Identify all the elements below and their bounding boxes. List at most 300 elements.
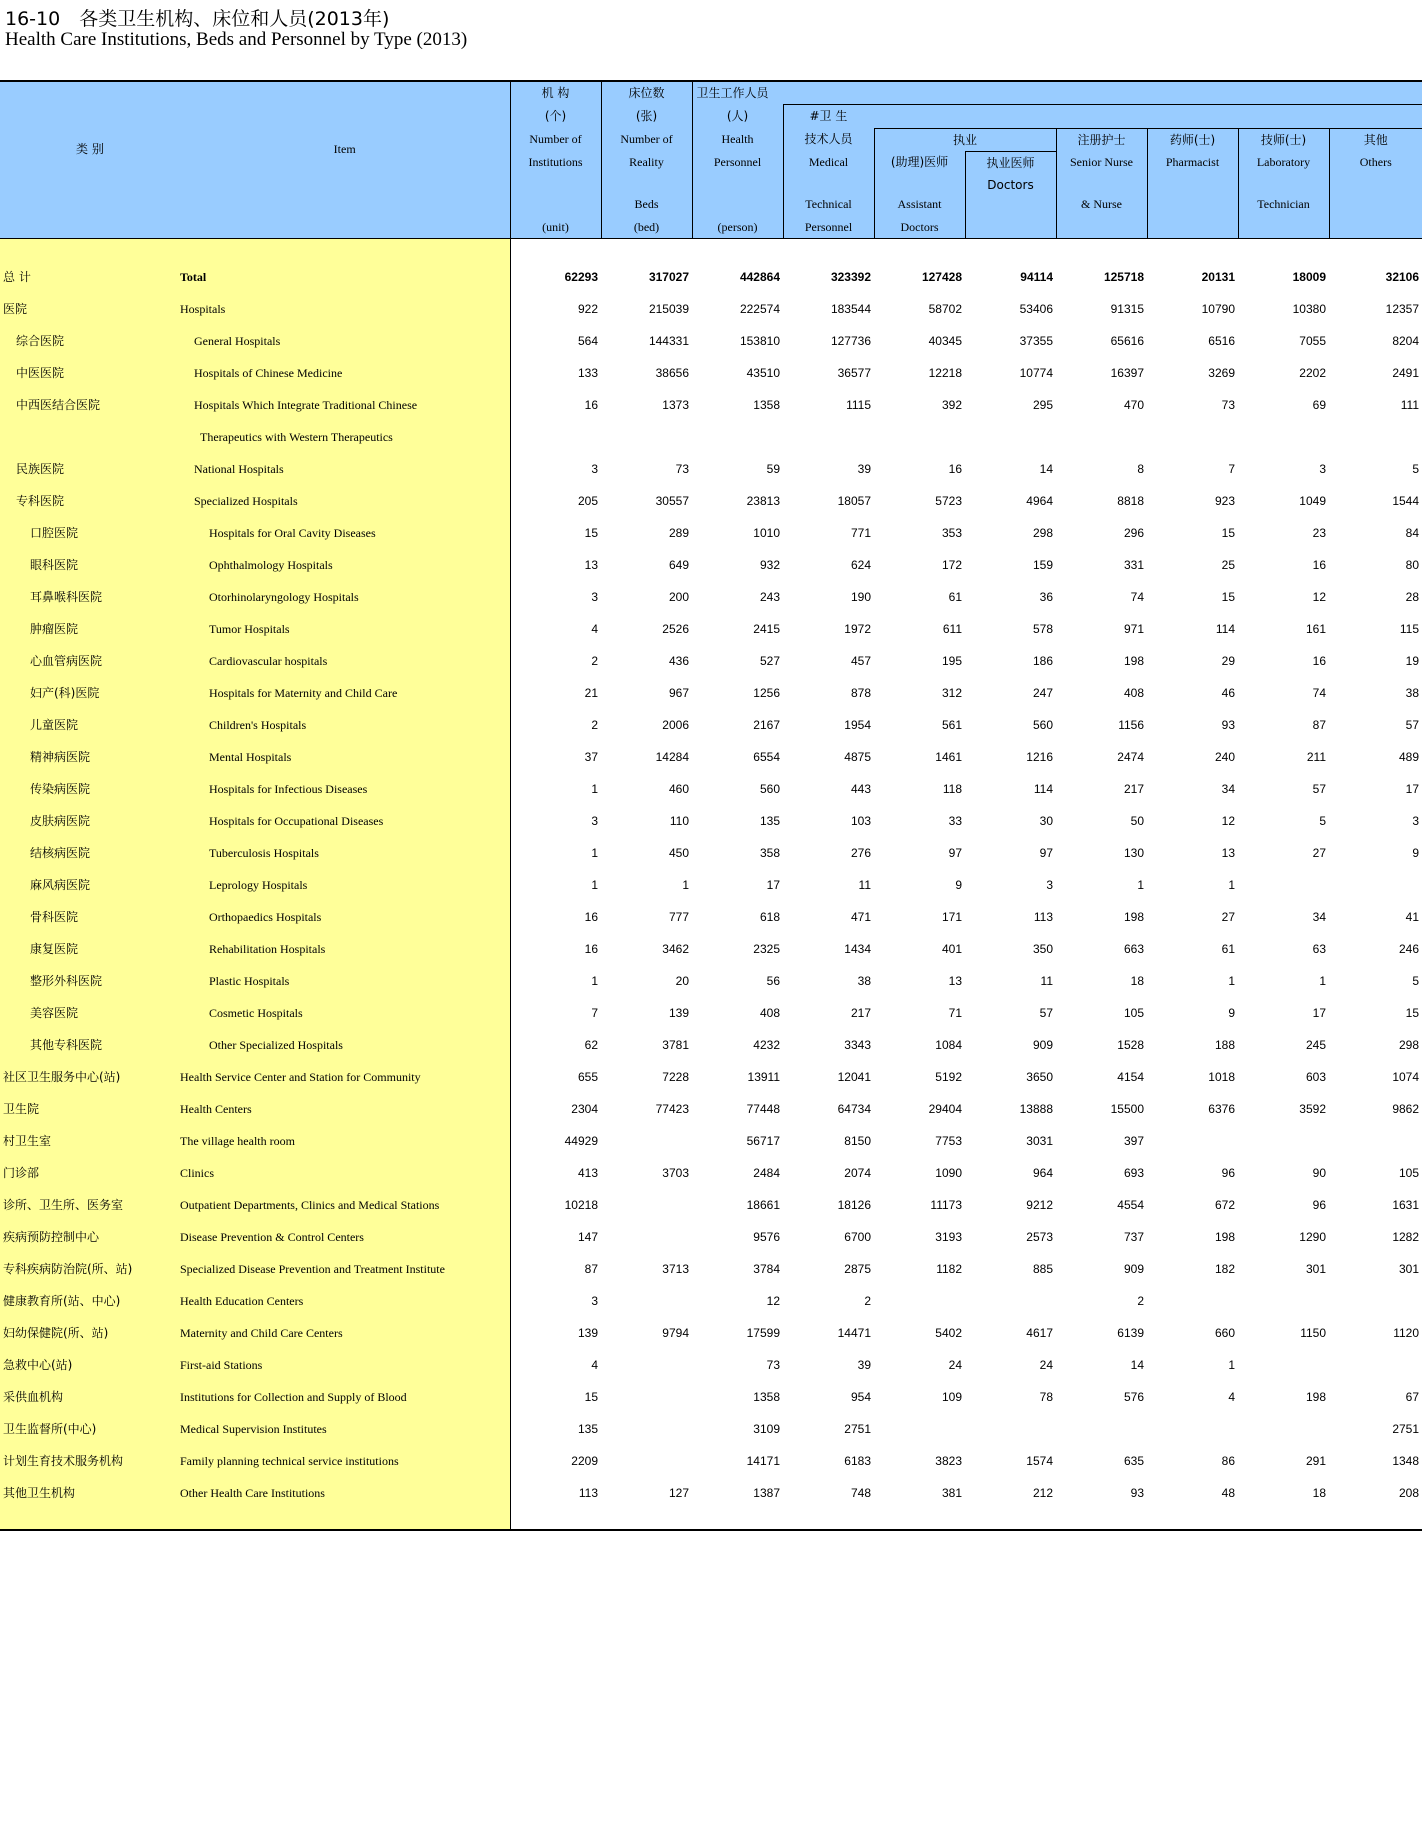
header-beds-en1: Number of [601, 128, 692, 151]
table-cell [1147, 1125, 1238, 1157]
table-cell: 2751 [844, 1422, 871, 1437]
table-cell: 1282 [1392, 1230, 1420, 1245]
header-doctors-cell [965, 151, 1056, 216]
row-label-en-text: Disease Prevention & Control Centers [180, 1230, 364, 1245]
row-label-cn [0, 293, 180, 325]
row-label-cn-text: 计划生育技术服务机构 [3, 1454, 124, 1469]
row-label-en [180, 613, 510, 645]
table-cell: 470 [1123, 398, 1144, 413]
table-cell: 1216 [1026, 750, 1053, 765]
table-cell: 6516 [1208, 334, 1235, 349]
row-label-cn-text: 疾病预防控制中心 [3, 1230, 100, 1245]
table-row [0, 1125, 1422, 1157]
table-cell [1329, 1125, 1422, 1157]
table-cell: 748 [850, 1486, 871, 1501]
row-label-cn-text: 皮肤病医院 [30, 814, 91, 829]
row-label-en [180, 1029, 510, 1061]
row-label-en [180, 293, 510, 325]
table-cell: 967 [668, 686, 689, 701]
header-pharmacist-en2 [1147, 193, 1238, 216]
row-label-en [180, 1253, 510, 1285]
table-cell: 5 [1412, 974, 1420, 989]
table-cell: 113 [578, 1486, 598, 1501]
row-label-cn [0, 517, 180, 549]
row-label-cn [0, 1381, 180, 1413]
table-cell: 20131 [1201, 270, 1235, 285]
table-cell: 21 [584, 686, 598, 701]
header-technical-en2: Technical [783, 193, 874, 216]
table-cell: 127736 [830, 334, 871, 349]
row-label-cn-text: 社区卫生服务中心(站) [3, 1070, 121, 1085]
table-cell: 576 [1123, 1390, 1144, 1405]
header-personnel-en1: Health [692, 128, 783, 151]
table-cell: 13 [584, 558, 598, 573]
table-row [0, 517, 1422, 549]
table-cell: 115 [1399, 622, 1420, 637]
row-label-en [180, 901, 510, 933]
table-cell: 62293 [564, 270, 598, 285]
row-label-cn-text: 麻风病医院 [30, 878, 91, 893]
table-cell: 12218 [928, 366, 962, 381]
row-label-cn-text: 民族医院 [16, 462, 65, 477]
table-row [0, 933, 1422, 965]
row-label-cn [0, 869, 180, 901]
row-label-cn-text: 急救中心(站) [3, 1358, 73, 1373]
row-label-en-text: Cardiovascular hospitals [209, 654, 328, 669]
table-cell: 73 [766, 1358, 780, 1373]
table-cell: 2304 [571, 1102, 598, 1117]
table-cell: 693 [1123, 1166, 1144, 1181]
table-cell: 2 [864, 1294, 871, 1309]
table-cell: 1358 [753, 398, 780, 413]
table-cell: 16397 [1110, 366, 1144, 381]
data-table [0, 80, 1422, 1529]
row-label-en-text: Other Specialized Hospitals [209, 1038, 343, 1053]
header-doctors-blank [965, 216, 1056, 239]
table-cell: 3 [591, 590, 598, 605]
table-cell: 2 [591, 654, 598, 669]
table-row [0, 325, 1422, 357]
table-cell: 195 [941, 654, 962, 669]
header-nurse-en2: & Nurse [1056, 193, 1147, 216]
table-cell: 1373 [662, 398, 689, 413]
table-cell [601, 1221, 692, 1253]
table-cell: 23813 [746, 494, 780, 509]
table-cell: 10380 [1292, 302, 1326, 317]
table-cell: 18661 [746, 1198, 780, 1213]
row-label-en [180, 1317, 510, 1349]
table-cell: 161 [1305, 622, 1326, 637]
table-cell: 2074 [844, 1166, 871, 1181]
row-label-cn-text: 综合医院 [16, 334, 65, 349]
table-cell: 215039 [648, 302, 689, 317]
table-cell: 2167 [753, 718, 780, 733]
table-cell: 4875 [844, 750, 871, 765]
table-cell: 18 [1130, 974, 1144, 989]
table-cell: 12041 [837, 1070, 871, 1085]
table-row [0, 421, 1422, 453]
table-cell: 777 [668, 910, 689, 925]
table-cell: 17599 [746, 1326, 780, 1341]
table-cell: 611 [942, 622, 962, 637]
table-row [0, 1413, 1422, 1445]
row-label-cn-text: 健康教育所(站、中心) [3, 1294, 121, 1309]
table-cell: 2415 [753, 622, 780, 637]
row-label-en-text: First-aid Stations [180, 1358, 263, 1373]
table-cell: 39 [857, 462, 871, 477]
table-title-en: Health Care Institutions, Beds and Personnel by Type (2013) [5, 29, 468, 50]
table-cell: 1 [682, 878, 689, 893]
header-lab-cn1: 技师(士) [1238, 128, 1329, 151]
table-row [0, 869, 1422, 901]
row-label-en [180, 261, 510, 293]
table-cell: 86 [1221, 1454, 1235, 1469]
table-row [0, 997, 1422, 1029]
row-label-en-text: The village health room [180, 1134, 295, 1149]
table-cell [965, 1285, 1056, 1317]
row-label-en [180, 325, 510, 357]
table-cell: 11 [1040, 974, 1053, 989]
table-cell: 41 [1405, 910, 1420, 925]
header-lab-blank [1238, 216, 1329, 239]
row-label-cn-text: 儿童医院 [30, 718, 79, 733]
table-cell: 245 [1305, 1038, 1326, 1053]
table-cell: 14 [1130, 1358, 1144, 1373]
row-label-cn [0, 389, 180, 421]
table-cell: 971 [1123, 622, 1144, 637]
table-cell: 618 [759, 910, 780, 925]
row-label-en [180, 965, 510, 997]
row-label-cn [0, 741, 180, 773]
table-cell: 16 [584, 398, 598, 413]
row-label-cn [0, 1445, 180, 1477]
table-cell: 353 [941, 526, 962, 541]
row-label-cn-text: 中医医院 [16, 366, 65, 381]
table-cell: 3 [1046, 878, 1053, 893]
table-cell: 323392 [830, 270, 871, 285]
table-cell: 1150 [1300, 1326, 1326, 1341]
header-personnel-unit: (person) [692, 216, 783, 239]
row-label-en [180, 1189, 510, 1221]
table-cell: 4617 [1026, 1326, 1053, 1341]
table-cell: 32106 [1385, 270, 1420, 285]
row-label-en [180, 837, 510, 869]
table-cell: 4 [591, 622, 598, 637]
table-cell: 10790 [1201, 302, 1235, 317]
table-cell: 298 [1032, 526, 1053, 541]
row-label-en-text: Clinics [180, 1166, 215, 1181]
row-label-en-text: Health Education Centers [180, 1294, 304, 1309]
table-cell: 436 [668, 654, 689, 669]
row-label-en-text: Orthopaedics Hospitals [209, 910, 322, 925]
header-institutions-en1: Number of [510, 128, 601, 151]
table-cell: 1090 [935, 1166, 962, 1181]
table-cell: 38656 [655, 366, 689, 381]
table-cell: 63 [1312, 942, 1326, 957]
row-label-cn-text: 口腔医院 [30, 526, 79, 541]
table-cell: 69 [1312, 398, 1326, 413]
table-cell: 15 [584, 526, 598, 541]
table-cell: 413 [577, 1166, 598, 1181]
table-cell: 3 [591, 462, 598, 477]
row-label-en [180, 389, 510, 421]
table-cell: 67 [1405, 1390, 1420, 1405]
table-cell: 7753 [935, 1134, 962, 1149]
table-cell: 450 [668, 846, 689, 861]
header-beds-cn2: (张) [601, 105, 692, 128]
row-label-cn-text: 美容医院 [30, 1006, 79, 1021]
table-cell: 3 [591, 1294, 598, 1309]
table-cell: 34 [1221, 782, 1235, 797]
table-cell [1329, 869, 1422, 901]
table-cell: 153810 [739, 334, 780, 349]
table-cell: 65616 [1110, 334, 1144, 349]
spacer-row-end [0, 1509, 1422, 1529]
table-cell: 190 [850, 590, 871, 605]
table-cell: 57 [1405, 718, 1420, 733]
table-cell: 111 [1400, 398, 1420, 413]
table-cell [692, 421, 783, 453]
table-cell: 2006 [662, 718, 689, 733]
table-cell: 9794 [662, 1326, 689, 1341]
spacer-cell-cn [0, 239, 180, 262]
table-cell: 159 [1032, 558, 1053, 573]
table-cell: 46 [1221, 686, 1235, 701]
table-cell: 15 [1405, 1006, 1420, 1021]
row-label-en [180, 933, 510, 965]
table-cell [1238, 1125, 1329, 1157]
table-row [0, 485, 1422, 517]
row-label-cn [0, 1349, 180, 1381]
row-label-en-text: Hospitals for Maternity and Child Care [209, 686, 398, 701]
table-cell: 885 [1032, 1262, 1053, 1277]
table-row [0, 261, 1422, 293]
table-row [0, 1381, 1422, 1413]
table-cell: 198 [1305, 1390, 1326, 1405]
table-cell: 16 [1312, 654, 1326, 669]
table-cell: 114 [1033, 782, 1053, 797]
header-nurse-en1: Senior Nurse [1056, 151, 1147, 193]
table-cell: 16 [584, 942, 598, 957]
table-cell [965, 421, 1056, 453]
row-label-en [180, 1221, 510, 1253]
row-label-en-text: Hospitals of Chinese Medicine [194, 366, 343, 381]
table-cell: 27 [1312, 846, 1326, 861]
table-row [0, 1349, 1422, 1381]
row-label-cn-text: 眼科医院 [30, 558, 79, 573]
table-cell: 13 [948, 974, 962, 989]
row-label-cn-text: 卫生院 [3, 1102, 40, 1117]
data-table-wrapper [0, 80, 1422, 1529]
table-cell [1238, 1285, 1329, 1317]
table-cell: 62 [584, 1038, 598, 1053]
row-label-cn [0, 965, 180, 997]
table-cell: 10774 [1019, 366, 1053, 381]
row-label-cn-text: 心血管病医院 [30, 654, 103, 669]
table-cell: 188 [1214, 1038, 1235, 1053]
table-cell: 15 [1221, 526, 1235, 541]
table-cell: 5192 [935, 1070, 962, 1085]
row-label-cn [0, 1413, 180, 1445]
table-cell: 94114 [1020, 270, 1053, 285]
table-row [0, 901, 1422, 933]
table-cell: 3713 [662, 1262, 689, 1277]
table-cell: 603 [1305, 1070, 1326, 1085]
table-row [0, 805, 1422, 837]
table-cell: 15 [1221, 590, 1235, 605]
table-cell: 205 [577, 494, 598, 509]
table-cell: 2491 [1392, 366, 1420, 381]
table-cell: 8818 [1117, 494, 1144, 509]
table-cell: 135 [577, 1422, 598, 1437]
table-cell: 13 [1221, 846, 1235, 861]
table-cell: 7055 [1299, 334, 1326, 349]
table-cell: 16 [584, 910, 598, 925]
table-cell: 80 [1405, 558, 1420, 573]
table-cell: 527 [759, 654, 780, 669]
row-label-en-text: Maternity and Child Care Centers [180, 1326, 343, 1341]
table-cell: 97 [1039, 846, 1053, 861]
table-cell: 40345 [928, 334, 962, 349]
table-cell: 923 [1214, 494, 1235, 509]
table-cell: 295 [1032, 398, 1053, 413]
table-cell: 30557 [655, 494, 689, 509]
table-cell: 130 [1123, 846, 1144, 861]
table-cell: 25 [1221, 558, 1235, 573]
table-row [0, 709, 1422, 741]
table-cell: 222574 [739, 302, 780, 317]
table-cell: 2751 [1392, 1422, 1420, 1437]
table-cell: 1461 [935, 750, 962, 765]
table-cell: 1 [1228, 974, 1235, 989]
table-cell: 4964 [1026, 494, 1053, 509]
table-cell: 312 [941, 686, 962, 701]
header-item-en: Item [333, 141, 356, 156]
table-cell: 61 [948, 590, 962, 605]
spacer-cell-en [180, 239, 510, 262]
table-cell: 12 [766, 1294, 780, 1309]
table-cell: 624 [850, 558, 871, 573]
table-cell: 7 [591, 1006, 598, 1021]
table-cell: 48 [1221, 1486, 1235, 1501]
row-label-cn [0, 453, 180, 485]
table-cell: 217 [1123, 782, 1144, 797]
row-label-cn [0, 581, 180, 613]
table-cell: 7 [1228, 462, 1235, 477]
table-cell: 16 [948, 462, 962, 477]
table-cell: 172 [941, 558, 962, 573]
header-assistant-en2: Doctors [874, 216, 965, 239]
table-cell: 29 [1221, 654, 1235, 669]
row-label-en-text: Health Service Center and Station for Community [180, 1070, 421, 1085]
table-cell [1238, 1413, 1329, 1445]
table-cell: 96 [1312, 1198, 1326, 1213]
row-label-en [180, 421, 510, 453]
table-cell: 28 [1405, 590, 1420, 605]
row-label-cn [0, 773, 180, 805]
table-cell: 2875 [844, 1262, 871, 1277]
table-cell [1147, 1285, 1238, 1317]
table-row [0, 293, 1422, 325]
header-technical-en3: Personnel [783, 216, 874, 239]
table-cell: 23 [1312, 526, 1326, 541]
row-label-cn [0, 1061, 180, 1093]
table-cell: 3462 [662, 942, 689, 957]
table-cell: 4554 [1117, 1198, 1144, 1213]
header-beds-en3: Beds [601, 193, 692, 216]
table-cell: 358 [759, 846, 780, 861]
table-cell: 87 [1312, 718, 1326, 733]
table-cell: 15500 [1110, 1102, 1144, 1117]
table-cell: 3343 [844, 1038, 871, 1053]
table-row [0, 357, 1422, 389]
table-cell [1238, 1349, 1329, 1381]
row-label-en-text: Specialized Disease Prevention and Treatment Institute [180, 1262, 445, 1277]
row-label-en-text: Rehabilitation Hospitals [209, 942, 326, 957]
table-cell: 39 [857, 1358, 871, 1373]
row-label-en-text: Health Centers [180, 1102, 252, 1117]
table-cell: 564 [577, 334, 598, 349]
table-cell: 3592 [1299, 1102, 1326, 1117]
table-cell: 96 [1221, 1166, 1235, 1181]
table-cell [601, 1285, 692, 1317]
header-beds-cn1: 床位数 [601, 81, 692, 105]
table-cell: 13911 [747, 1070, 780, 1085]
row-label-en-text: Specialized Hospitals [194, 494, 298, 509]
row-label-cn-text: 妇产(科)医院 [30, 686, 100, 701]
table-cell: 401 [941, 942, 962, 957]
row-label-cn-text: 专科疾病防治院(所、站) [3, 1262, 133, 1277]
header-technical-cn2: 技术人员 [783, 128, 874, 151]
table-cell: 16 [1312, 558, 1326, 573]
header-technical-en1: Medical [783, 151, 874, 193]
row-label-en-text: Tumor Hospitals [209, 622, 290, 637]
table-cell: 36 [1039, 590, 1053, 605]
row-label-en-text: Other Health Care Institutions [180, 1486, 325, 1501]
table-cell: 1574 [1026, 1454, 1053, 1469]
table-cell: 1348 [1392, 1454, 1420, 1469]
table-cell: 2 [1137, 1294, 1144, 1309]
table-cell: 73 [1221, 398, 1235, 413]
row-label-en [180, 741, 510, 773]
table-cell: 1972 [844, 622, 871, 637]
table-cell: 381 [941, 1486, 962, 1501]
table-cell: 291 [1305, 1454, 1326, 1469]
table-cell: 198 [1123, 654, 1144, 669]
table-cell: 74 [1130, 590, 1144, 605]
table-cell: 6376 [1208, 1102, 1235, 1117]
table-cell: 2202 [1299, 366, 1326, 381]
row-label-en [180, 357, 510, 389]
table-cell: 301 [1398, 1262, 1420, 1277]
row-label-en-text: Leprology Hospitals [209, 878, 308, 893]
table-cell: 4 [591, 1358, 598, 1373]
header-institutions-cn2: (个) [510, 105, 601, 128]
table-cell: 560 [759, 782, 780, 797]
row-label-cn [0, 645, 180, 677]
header-lab-en1: Laboratory [1238, 151, 1329, 193]
table-cell: 36577 [837, 366, 871, 381]
table-cell: 397 [1123, 1134, 1144, 1149]
header-beds-unit: (bed) [601, 216, 692, 239]
table-cell: 5 [1319, 814, 1326, 829]
table-cell: 198 [1214, 1230, 1235, 1245]
table-cell: 56 [766, 974, 780, 989]
table-cell: 91315 [1110, 302, 1144, 317]
table-cell [601, 421, 692, 453]
row-label-en-text: Family planning technical service institutions [180, 1454, 399, 1469]
row-label-cn [0, 357, 180, 389]
